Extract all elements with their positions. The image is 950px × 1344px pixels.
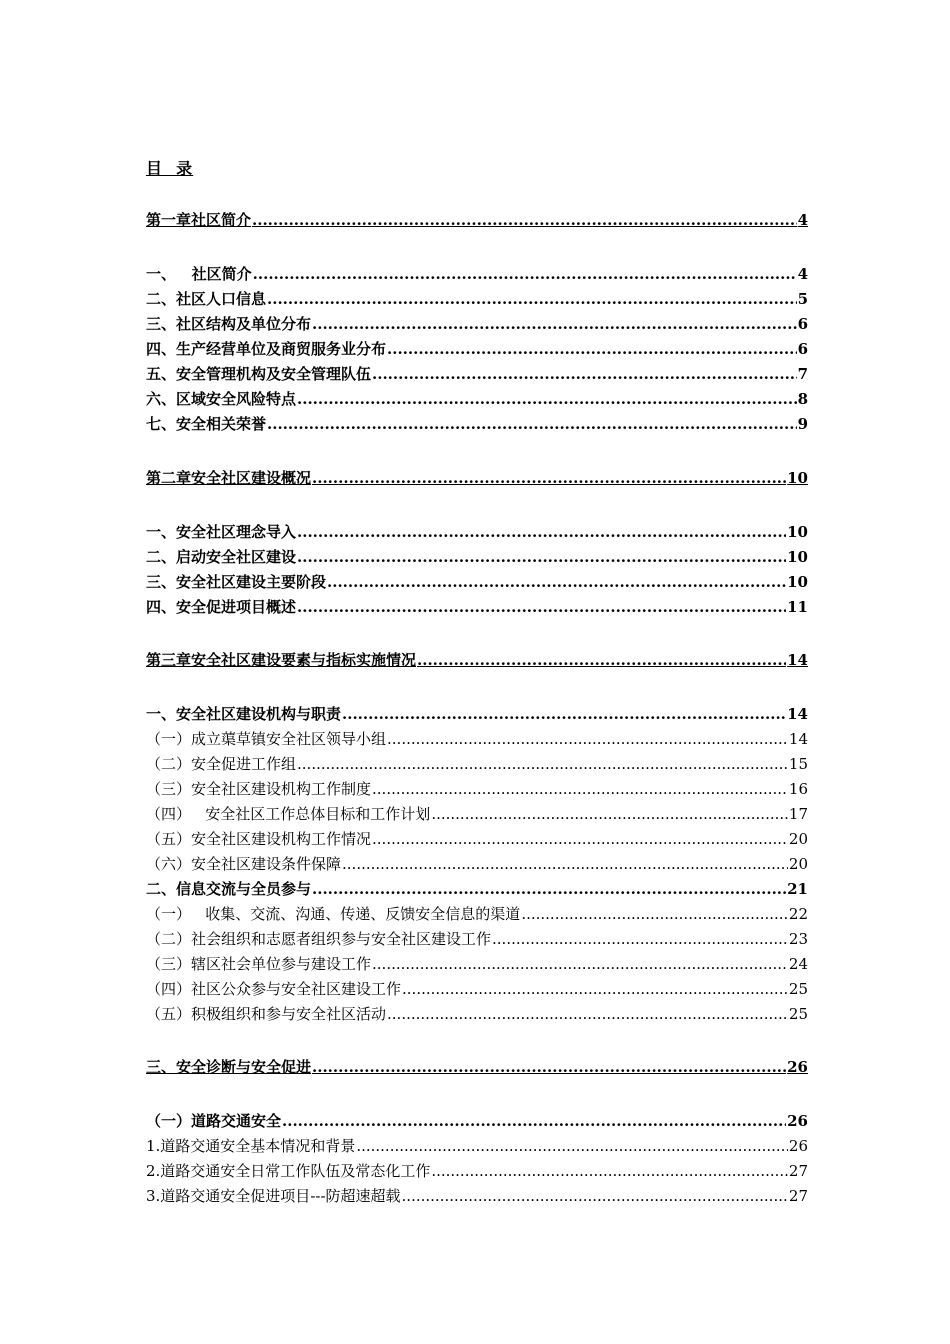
toc-entry-label: 三、安全社区建设主要阶段 [146, 573, 327, 591]
toc-leader [387, 1004, 788, 1024]
toc-page-number: 21 [787, 880, 808, 898]
toc-page-number: 14 [788, 730, 808, 748]
toc-page-number: 6 [797, 340, 808, 358]
toc-entry[interactable] [146, 466, 808, 488]
toc-entry-label: （六）安全社区建设条件保障 [146, 855, 342, 873]
toc-entry-label: 第三章安全社区建设要素与指标实施情况 [146, 651, 417, 669]
toc-page-number: 27 [788, 1162, 808, 1180]
toc-leader [356, 1136, 788, 1156]
toc-page-number: 26 [787, 1058, 808, 1076]
toc-entry[interactable] [146, 387, 808, 409]
toc-entry-label: 七、安全相关荣誉 [146, 415, 267, 433]
toc-entry-label: （一）道路交通安全 [146, 1112, 282, 1130]
toc-leader [297, 547, 786, 567]
toc-page-number: 14 [787, 705, 808, 723]
toc-leader [372, 954, 788, 974]
toc-title: 目 录 [146, 159, 194, 178]
toc-leader [342, 854, 788, 874]
toc-leader [267, 414, 797, 434]
toc-entry-label: （二）安全促进工作组 [146, 755, 297, 773]
toc-entry[interactable] [146, 1109, 808, 1131]
toc-leader [252, 210, 797, 230]
toc-leader [297, 522, 786, 542]
toc-entry[interactable] [146, 1159, 808, 1181]
toc-leader [312, 1057, 786, 1077]
toc-page-number: 4 [797, 211, 808, 229]
toc-page-number: 4 [797, 265, 808, 283]
toc-entry[interactable] [146, 208, 808, 230]
toc-entry-label: （一） 收集、交流、沟通、传递、反馈安全信息的渠道 [146, 905, 521, 923]
toc-entry[interactable] [146, 648, 808, 670]
toc-leader [431, 1161, 788, 1181]
toc-page-number: 20 [788, 830, 808, 848]
toc-page-number: 17 [788, 805, 808, 823]
toc-entry-label: 三、社区结构及单位分布 [146, 315, 312, 333]
toc-entry-label: （五）积极组织和参与安全社区活动 [146, 1005, 387, 1023]
toc-entry[interactable] [146, 1134, 808, 1156]
toc-leader [431, 804, 788, 824]
toc-leader [387, 729, 788, 749]
toc-entry-label: 第二章安全社区建设概况 [146, 469, 312, 487]
toc-entry[interactable] [146, 545, 808, 567]
toc-entry-label: 2.道路交通安全日常工作队伍及常态化工作 [146, 1162, 431, 1180]
toc-entry[interactable] [146, 727, 808, 749]
toc-entry-label: 二、社区人口信息 [146, 290, 267, 308]
toc-entry-label: （三）辖区社会单位参与建设工作 [146, 955, 372, 973]
toc-entry-label: 六、区域安全风险特点 [146, 390, 297, 408]
toc-entry-label: 五、安全管理机构及安全管理队伍 [146, 365, 372, 383]
toc-entry[interactable] [146, 902, 808, 924]
toc-leader [297, 597, 786, 617]
toc-leader [312, 879, 786, 899]
toc-leader [521, 904, 788, 924]
toc-entry[interactable] [146, 802, 808, 824]
toc-page-number: 10 [787, 548, 808, 566]
toc-page-number: 7 [797, 365, 808, 383]
toc-leader [402, 1186, 788, 1206]
toc-entry-label: 一、安全社区理念导入 [146, 523, 297, 541]
toc-page-number: 20 [788, 855, 808, 873]
toc-page-number: 15 [788, 755, 808, 773]
toc-entry-label: 3.道路交通安全促进项目---防超速超载 [146, 1187, 401, 1205]
toc-entry[interactable] [146, 362, 808, 384]
toc-page-number: 23 [788, 930, 808, 948]
toc-entry-label: 二、启动安全社区建设 [146, 548, 297, 566]
toc-entry-label: 1.道路交通安全基本情况和背景 [146, 1137, 356, 1155]
toc-page-number: 24 [788, 955, 808, 973]
toc-entry[interactable] [146, 262, 808, 284]
toc-entry-label: （一）成立蕖草镇安全社区领导小组 [146, 730, 387, 748]
toc-leader [327, 572, 786, 592]
toc-entry[interactable] [146, 952, 808, 974]
toc-entry-label: （四） 安全社区工作总体目标和工作计划 [146, 805, 431, 823]
toc-entry[interactable] [146, 827, 808, 849]
toc-entry[interactable] [146, 752, 808, 774]
toc-leader [297, 389, 797, 409]
toc-page-number: 26 [788, 1137, 808, 1155]
toc-page-number: 11 [787, 598, 808, 616]
toc-entry[interactable] [146, 312, 808, 334]
toc-leader [297, 754, 788, 774]
toc-page-number: 8 [797, 390, 808, 408]
toc-leader [372, 779, 788, 799]
toc-entry-label: 二、信息交流与全员参与 [146, 880, 312, 898]
toc-page-number: 10 [787, 469, 808, 487]
toc-leader [387, 339, 797, 359]
toc-leader [492, 929, 788, 949]
toc-entry[interactable] [146, 412, 808, 434]
toc-entry-label: 四、生产经营单位及商贸服务业分布 [146, 340, 387, 358]
toc-entry-label: 一、 社区简介 [146, 265, 252, 283]
toc-entry[interactable] [146, 570, 808, 592]
toc-entry[interactable] [146, 877, 808, 899]
toc-entry-label: （三）安全社区建设机构工作制度 [146, 780, 372, 798]
toc-page-number: 10 [787, 523, 808, 541]
toc-entry-label: 三、安全诊断与安全促进 [146, 1058, 312, 1076]
toc-entry[interactable] [146, 927, 808, 949]
toc-page-number: 22 [788, 905, 808, 923]
toc-page-number: 16 [788, 780, 808, 798]
toc-leader [372, 829, 788, 849]
toc-page-number: 25 [788, 1005, 808, 1023]
toc-entry-label: （五）安全社区建设机构工作情况 [146, 830, 372, 848]
toc-page-number: 10 [787, 573, 808, 591]
toc-leader [312, 468, 786, 488]
toc-entry[interactable] [146, 777, 808, 799]
toc-page-number: 26 [787, 1112, 808, 1130]
toc-entry[interactable] [146, 595, 808, 617]
toc-entry-label: （四）社区公众参与安全社区建设工作 [146, 980, 402, 998]
toc-entry-label: （二）社会组织和志愿者组织参与安全社区建设工作 [146, 930, 492, 948]
toc-leader [417, 650, 786, 670]
toc-leader [267, 289, 797, 309]
toc-entry-label: 四、安全促进项目概述 [146, 598, 297, 616]
toc-entry[interactable] [146, 1002, 808, 1024]
toc-entry[interactable] [146, 287, 808, 309]
toc-entry[interactable] [146, 520, 808, 542]
toc-entry[interactable] [146, 702, 808, 724]
toc-page-number: 9 [797, 415, 808, 433]
toc-leader [253, 264, 797, 284]
toc-leader [402, 979, 788, 999]
toc-entry[interactable] [146, 1184, 808, 1206]
toc-entry[interactable] [146, 852, 808, 874]
toc-page-number: 14 [787, 651, 808, 669]
toc-page-number: 6 [797, 315, 808, 333]
toc-leader [282, 1111, 786, 1131]
toc-entry[interactable] [146, 337, 808, 359]
toc-entry[interactable] [146, 1055, 808, 1077]
toc-entry-label: 一、安全社区建设机构与职责 [146, 705, 342, 723]
toc-leader [342, 704, 786, 724]
toc-entry-label: 第一章社区简介 [146, 211, 252, 229]
toc-leader [312, 314, 797, 334]
toc-page-number: 5 [797, 290, 808, 308]
toc-leader [372, 364, 797, 384]
toc-page-number: 27 [788, 1187, 808, 1205]
toc-page-number: 25 [788, 980, 808, 998]
toc-entry[interactable] [146, 977, 808, 999]
